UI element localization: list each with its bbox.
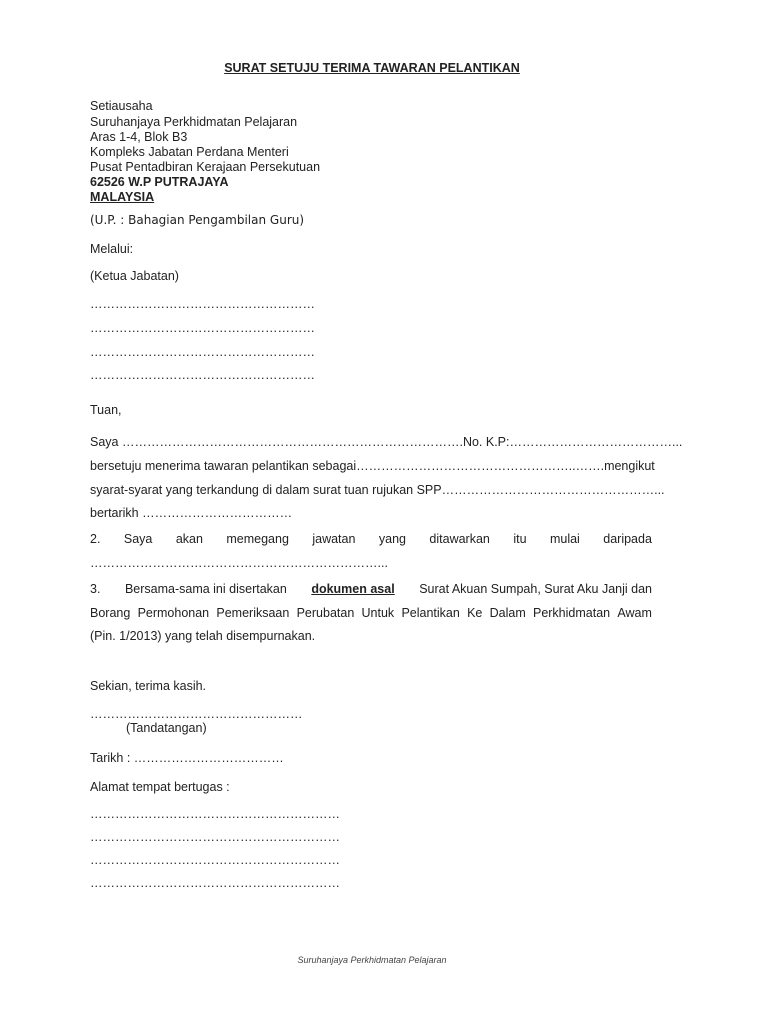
para3-word: Perkhidmatan (532, 606, 611, 620)
para3-text: Surat Akuan Sumpah, Surat Aku Janji dan (419, 582, 652, 596)
para2-word: Saya (123, 532, 153, 546)
para1-line-3 (90, 482, 665, 498)
address-line-5: Pusat Pentadbiran Kerajaan Persekutuan (90, 160, 321, 174)
address-postcode-line: 62526 W.P PUTRAJAYA (90, 175, 229, 189)
para3-word: Untuk (361, 606, 395, 620)
via-blank-line: ……………………………………………… (90, 345, 315, 359)
para1-line-1 (90, 434, 683, 450)
via-label: Melalui: (90, 242, 134, 256)
para2-word: memegang (226, 532, 289, 546)
para3-word: Awam (617, 606, 652, 620)
via-department-head: (Ketua Jabatan) (90, 269, 179, 283)
para3-line-3: (Pin. 1/2013) yang telah disempurnakan. (90, 629, 316, 643)
para3-word: Perubatan (296, 606, 355, 620)
workplace-blank-line: …………………………………………………… (90, 876, 340, 890)
workplace-blank-line: …………………………………………………… (90, 807, 340, 821)
address-line-2: Suruhanjaya Perkhidmatan Pelajaran (90, 115, 298, 129)
address-line-3: Aras 1-4, Blok B3 (90, 130, 188, 144)
para1-text: mengikut (604, 459, 655, 473)
para2-word: mulai (549, 532, 580, 546)
address-line-4: Kompleks Jabatan Perdana Menteri (90, 145, 289, 159)
name-field-blank: Saya ………………………………………………………………………. (90, 435, 463, 449)
para3-word: Permohonan (137, 606, 210, 620)
para3-word: Pemeriksaan (216, 606, 290, 620)
via-blank-line: ……………………………………………… (90, 297, 315, 311)
para3-number: 3. (90, 582, 101, 596)
para2-word: ditawarkan (429, 532, 490, 546)
para2-word: yang (378, 532, 406, 546)
workplace-address-label: Alamat tempat bertugas : (90, 780, 230, 794)
para3-word: Borang (90, 606, 131, 620)
salutation: Tuan, (90, 403, 122, 417)
para2-word: akan (175, 532, 203, 546)
date-signed-line: Tarikh : ……………………………… (90, 751, 284, 765)
attention-line: (U.P. : Bahagian Pengambilan Guru) (90, 213, 305, 227)
document-title: SURAT SETUJU TERIMA TAWARAN PELANTIKAN (224, 61, 520, 75)
para1-text: bersetuju menerima tawaran pelantikan sebagai (90, 459, 357, 473)
para3-text: Bersama-sama ini disertakan (124, 582, 287, 596)
para2-line-1 (90, 531, 652, 547)
para1-text: syarat-syarat yang terkandung di dalam surat tuan rujukan SPP (90, 483, 442, 497)
via-blank-line: ……………………………………………… (90, 368, 315, 382)
para3-line-2 (90, 605, 652, 621)
para3-word: Ke (467, 606, 483, 620)
footer-text: Suruhanjaya Perkhidmatan Pelajaran (297, 955, 447, 965)
para3-word: Pelantikan (401, 606, 460, 620)
address-line-1: Setiausaha (90, 99, 153, 113)
workplace-blank-line: …………………………………………………… (90, 853, 340, 867)
address-country-line: MALAYSIA (90, 190, 155, 204)
para1-line-2 (90, 458, 655, 474)
position-field-blank: ……………………………………………..……. (356, 459, 605, 473)
para2-word: daripada (603, 532, 652, 546)
para2-word: 2. (90, 532, 101, 546)
workplace-blank-line: …………………………………………………… (90, 830, 340, 844)
signature-label: (Tandatangan) (126, 721, 207, 735)
date-field-line: bertarikh ……………………………… (90, 506, 293, 520)
original-documents-emphasis: dokumen asal (311, 582, 395, 596)
para3-line-1 (90, 581, 652, 597)
para3-word: Dalam (489, 606, 526, 620)
ic-number-field-blank: No. K.P:…………………………………... (462, 435, 683, 449)
signature-blank: …………………………………………… (90, 707, 303, 721)
para2-word: itu (513, 532, 527, 546)
start-date-field-blank: ……………………………………………………………... (90, 556, 388, 570)
closing-text: Sekian, terima kasih. (90, 679, 207, 693)
para2-word: jawatan (312, 532, 356, 546)
reference-field-blank: ……………………………………………... (441, 483, 665, 497)
via-blank-line: ……………………………………………… (90, 321, 315, 335)
